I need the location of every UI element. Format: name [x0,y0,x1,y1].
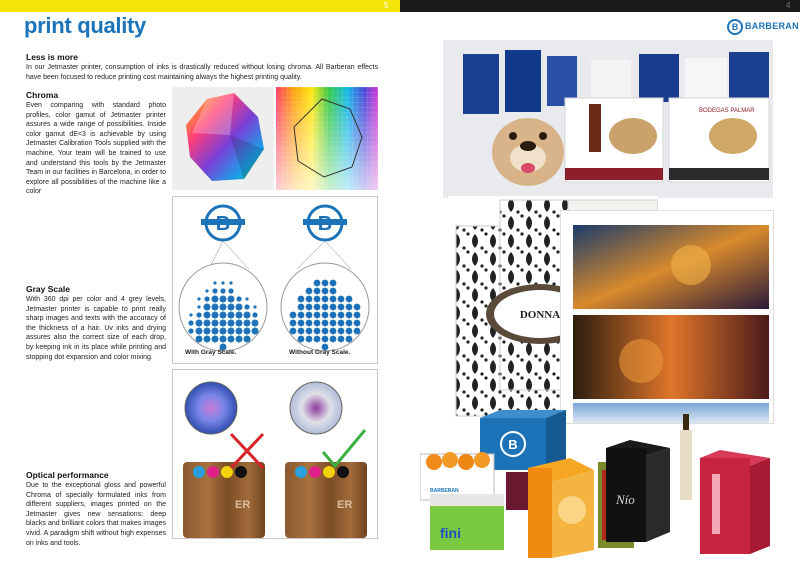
halftone-dot [306,296,313,303]
halftone-dot [290,328,297,335]
halftone-dot [314,312,321,319]
halftone-dot [212,288,217,293]
halftone-dot [196,312,201,317]
lens-right [290,382,342,434]
halftone-dot [212,336,219,343]
halftone-dot [346,336,353,343]
halftone-dot [244,336,251,343]
halftone-dot [212,320,219,327]
halftone-dot [252,328,259,335]
photo-fantasy-prints [560,210,774,424]
logo-letter-left: B [215,213,231,235]
halftone-dot [298,296,305,303]
halftone-dot [306,288,313,295]
halftone-dot [314,280,321,287]
halftone-dot [314,296,321,303]
optical-figure [172,369,378,539]
halftone-dot [346,320,353,327]
halftone-dot [338,304,345,311]
halftone-dot [330,336,337,343]
logo-without-gray-icon [303,206,347,240]
logo-with-gray-icon [201,206,245,240]
halftone-dot [322,320,329,327]
fini-label: fini [440,525,461,541]
halftone-dot [322,312,329,319]
logo-letter-right: B [317,213,333,235]
section-heading-chroma: Chroma [26,90,59,100]
halftone-dot [354,312,361,319]
halftone-dot [298,312,305,319]
halftone-dot [228,336,235,343]
halftone-dot [228,328,235,335]
section-body-optical: Due to the exceptional gloss and powerful Chroma of specially formulated inks from different suppliers, images printed on the Jetmaster gives new sensations: deep blacks and brilliant colors that makes images vivid. A paradigm shift without high expenses on inks and tools. [26,482,166,547]
halftone-dot [354,304,361,311]
halftone-dot [322,336,329,343]
halftone-dot [330,280,337,287]
halftone-dot [330,304,337,311]
halftone-dot [322,288,329,295]
halftone-dot [188,328,193,333]
halftone-dot [228,296,235,303]
halftone-dot [298,328,305,335]
nio-label: Nío [616,492,635,507]
halftone-dot [346,296,353,303]
halftone-dot [290,312,297,319]
halftone-dot [228,320,235,327]
halftone-dot [188,320,193,325]
halftone-dot [252,312,257,317]
section-body-gray: With 360 dpi per color and 4 grey levels, Jetmaster printer is capable to print really sharp images and texts with the accuracy of the thickness of a hair. Uv inks and drying assures also the correct size of each drop, by keeping ink in its place while printing and stopping dot expansion and color mixing. [26,296,166,361]
halftone-dot [338,296,345,303]
halftone-dot [314,304,321,311]
halftone-dot [228,288,233,293]
halftone-dot [197,297,200,300]
page-title: print quality [24,13,146,38]
halftone-dot [220,336,227,343]
halftone-dot [212,312,219,319]
halftone-dot [306,328,313,335]
halftone-dot [220,296,227,303]
section-body-chroma: Even comparing with standard photo profiles, color gamut of Jetmaster printer assures a wide range of possibilities. Inside color gamut dE<3 is achievable by using Jetmaster Calibration Tools supplied with the machine. Your team will be trained to use and understand this tools by the Jetmaster Team in our facilities in Barcelona, in order to explore all possibilities of the machine like a color [26,102,166,196]
halftone-dot [236,296,241,301]
caption-with-gray: With Gray Scale. [185,349,237,356]
halftone-dot [245,297,248,300]
halftone-dot [330,288,337,295]
halftone-dot [354,328,361,335]
halftone-dot [197,305,200,308]
section-body-less: In our Jetmaster printer, consumption of inks is drastically reduced without losing chroma. All Barberan effects have been focused to reduce printing cost maintaining always the highest printing quality. [26,64,378,81]
halftone-dot [189,313,192,316]
halftone-dot [221,281,224,284]
halftone-dot [244,328,251,335]
halftone-dot [322,304,329,311]
gray-scale-illustration [173,197,377,363]
halftone-dot [354,320,361,327]
halftone-dot [228,304,235,311]
halftone-dot [220,312,227,319]
halftone-dot [236,320,243,327]
top-bar-right [400,0,800,12]
section-heading-gray: Gray Scale [26,284,70,294]
checkmark-icon [323,430,365,466]
halftone-dot [298,336,305,343]
halftone-dot [204,296,209,301]
halftone-dot [204,328,211,335]
halftone-dot [306,320,313,327]
halftone-dot [322,280,329,287]
halftone-dot [236,328,243,335]
photo-boxes [420,410,780,560]
halftone-dot [236,336,243,343]
halftone-dot [236,304,243,311]
brand-logo [727,19,797,35]
photo-packaging-top [443,40,773,198]
donna-label: DONNA [519,309,561,321]
halftone-dot [228,312,235,319]
color-gamut-image [172,87,378,190]
halftone-dot [244,312,251,319]
halftone-dot [204,320,211,327]
halftone-dot [220,320,227,327]
halftone-dot [314,328,321,335]
halftone-dot [252,320,259,327]
section-heading-optical: Optical performance [26,470,109,480]
chroma-figure [172,87,378,190]
halftone-dot [338,320,345,327]
halftone-dot [346,312,353,319]
halftone-dot [220,288,225,293]
halftone-dot [322,296,329,303]
halftone-dot [330,320,337,327]
halftone-dot [338,328,345,335]
halftone-dot [205,289,208,292]
halftone-dot [220,304,227,311]
halftone-dot [212,328,219,335]
halftone-dot [244,320,251,327]
halftone-dot [338,312,345,319]
section-heading-less: Less is more [26,52,78,62]
swatch-text-left: ER [235,499,251,511]
halftone-dot [330,296,337,303]
halftone-dot [306,336,313,343]
brand-wordmark: BARBERAN [745,21,799,31]
lens-left [185,382,237,434]
halftone-dot [229,281,232,284]
halftone-dot [204,336,211,343]
halftone-dot [204,304,211,311]
halftone-dot [306,312,313,319]
halftone-dot [314,336,321,343]
halftone-dot [298,304,305,311]
top-bar-left [0,0,400,12]
halftone-dot [213,281,216,284]
halftone-dot [298,320,305,327]
halftone-dot [306,304,313,311]
wine-label-text: BODEGAS PALMAR [699,108,755,114]
page-number-left: 5 [384,1,389,10]
halftone-dot [330,312,337,319]
gray-scale-figure [172,196,378,364]
halftone-dot [212,296,219,303]
halftone-dot [290,320,297,327]
halftone-dot [244,304,249,309]
halftone-dot [330,328,337,335]
halftone-dot [220,328,227,335]
caption-without-gray: Without Gray Scale. [289,349,351,356]
halftone-dot [212,304,219,311]
halftone-dot [346,328,353,335]
halftone-dot [314,320,321,327]
halftone-dot [322,328,329,335]
page-number-right: 4 [786,1,791,10]
halftone-dot [196,320,203,327]
halftone-dot [314,288,321,295]
halftone-dot [204,312,211,319]
brand-mark-icon: B [727,19,743,35]
optical-illustration [173,370,377,538]
halftone-dot [338,336,345,343]
halftone-dot [253,305,256,308]
halftone-dot [346,304,353,311]
halftone-dot [196,328,203,335]
swatch-text-right: ER [337,499,353,511]
crate-brand-label: BARBERAN [430,488,459,494]
halftone-dot [236,312,243,319]
halftone-dot [196,336,203,343]
box-logo-letter: B [508,437,518,452]
